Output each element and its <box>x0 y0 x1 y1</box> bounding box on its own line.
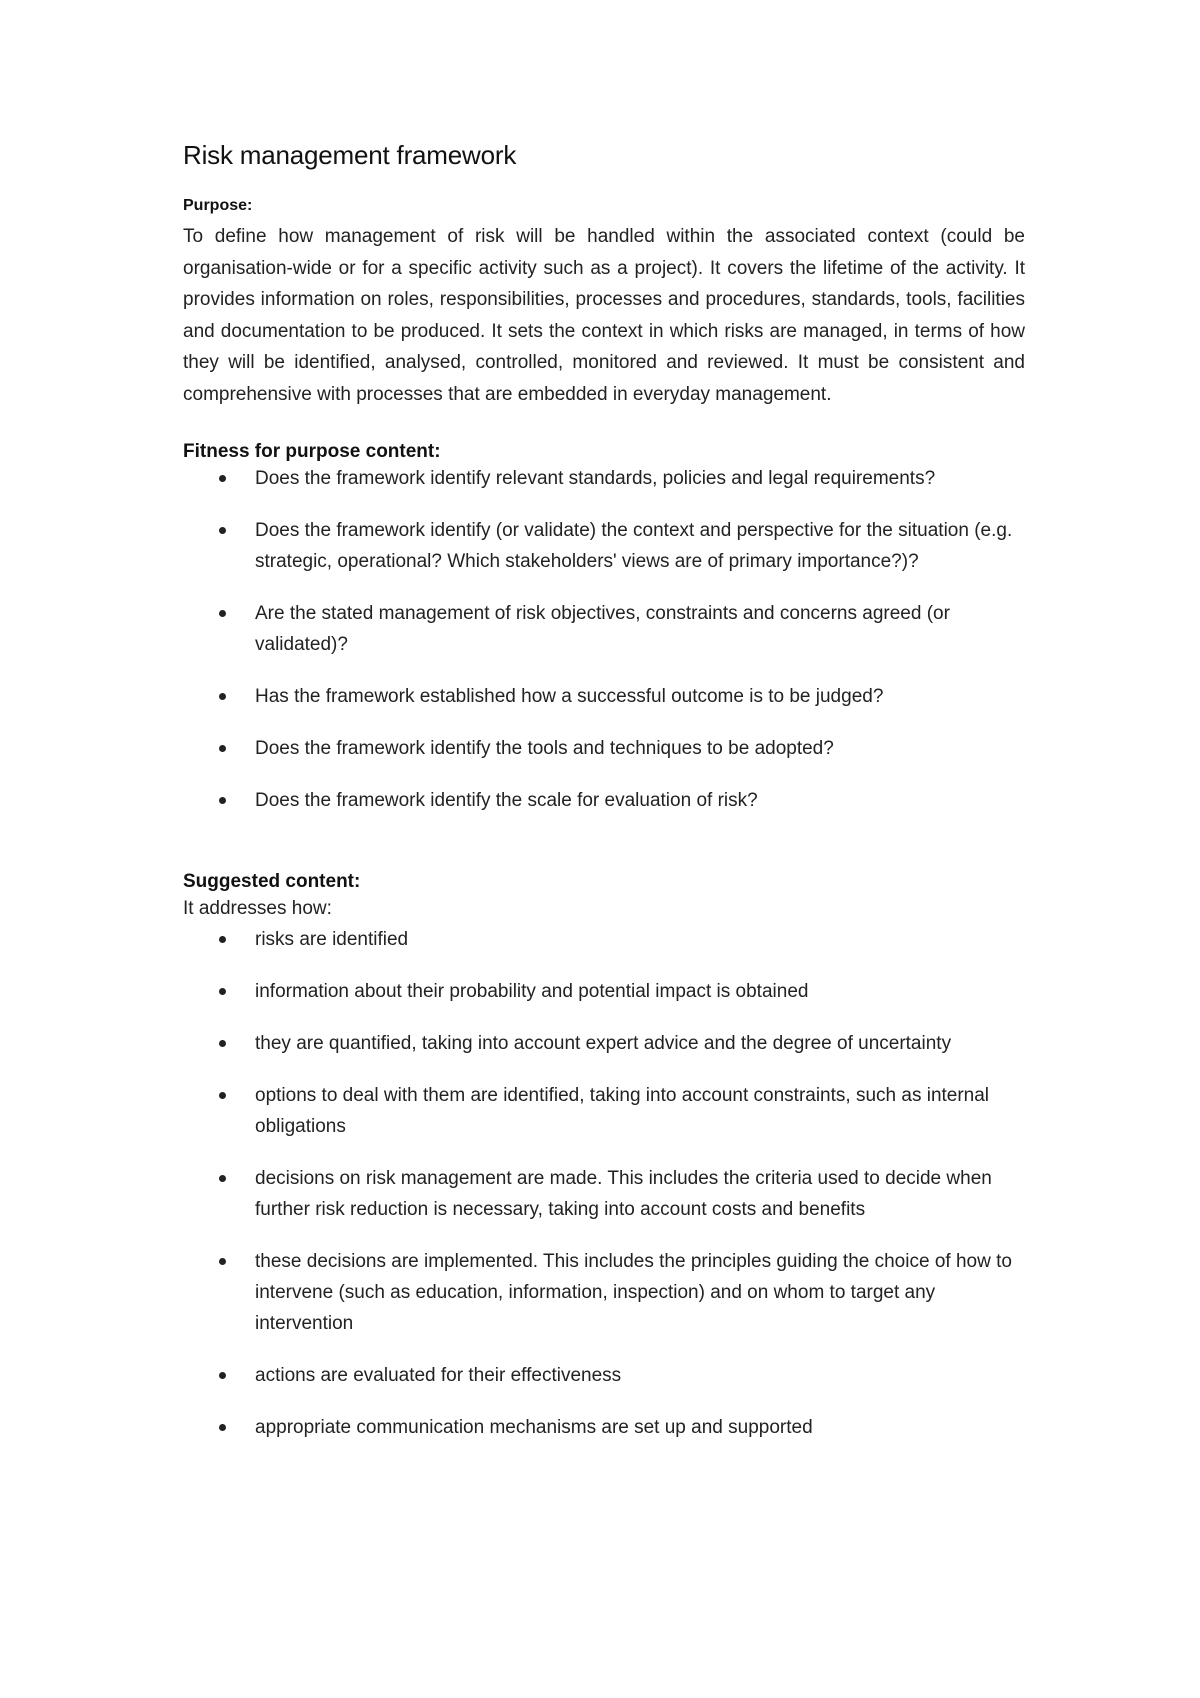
bullet-icon <box>219 1258 226 1265</box>
list-item <box>183 1080 1025 1142</box>
list-item-text: information about their probability and potential impact is obtained <box>255 981 809 1002</box>
suggested-list <box>183 924 1025 1443</box>
bullet-icon <box>219 693 226 700</box>
list-item-text: actions are evaluated for their effectiveness <box>255 1365 622 1386</box>
list-item <box>183 515 1025 577</box>
suggested-heading: Suggested content: <box>183 871 361 892</box>
bullet-icon <box>219 1175 226 1182</box>
list-item-text: Does the framework identify (or validate) the context and perspective for the situation (e.g. strategic, operational? Which stakeholders' views are of primary importance?)? <box>255 520 1013 572</box>
bullet-icon <box>219 988 226 995</box>
document-title: Risk management framework <box>183 140 517 170</box>
list-item-text: Does the framework identify the scale for evaluation of risk? <box>255 790 758 811</box>
list-item-text: Are the stated management of risk objectives, constraints and concerns agreed (or validated)? <box>255 603 950 655</box>
list-item-text: appropriate communication mechanisms are set up and supported <box>255 1417 813 1438</box>
bullet-icon <box>219 610 226 617</box>
list-item <box>183 1246 1025 1339</box>
list-item <box>183 1163 1025 1225</box>
list-item <box>183 1028 1025 1059</box>
bullet-icon <box>219 1424 226 1431</box>
list-item <box>183 733 1025 764</box>
bullet-icon <box>219 475 226 482</box>
fitness-heading: Fitness for purpose content: <box>183 441 441 462</box>
bullet-icon <box>219 797 226 804</box>
fitness-list <box>183 463 1025 816</box>
list-item <box>183 1360 1025 1391</box>
purpose-paragraph: To define how management of risk will be handled within the associated context (could be organisation-wide or for a specific activity such as a project). It covers the lifetime of the activity. It provides information on roles, responsibilities, processes and procedures, standards, tools, facilities and documentation to be produced. It sets the context in which risks are managed, in terms of how they will be identified, analysed, controlled, monitored and reviewed. It must be consistent and comprehensive with processes that are embedded in everyday management. <box>183 226 1025 405</box>
list-item-text: risks are identified <box>255 929 409 950</box>
list-item-text: options to deal with them are identified, taking into account constraints, such as internal obligations <box>255 1085 990 1137</box>
bullet-icon <box>219 936 226 943</box>
purpose-label: Purpose: <box>183 197 253 214</box>
list-item <box>183 976 1025 1007</box>
list-item <box>183 681 1025 712</box>
list-item <box>183 785 1025 816</box>
suggested-intro: It addresses how: <box>183 898 332 919</box>
list-item-text: decisions on risk management are made. This includes the criteria used to decide when further risk reduction is necessary, taking into account costs and benefits <box>255 1168 992 1220</box>
list-item-text: Does the framework identify relevant standards, policies and legal requirements? <box>255 468 936 489</box>
bullet-icon <box>219 527 226 534</box>
document-page <box>183 140 1025 1464</box>
bullet-icon <box>219 745 226 752</box>
list-item-text: Does the framework identify the tools and techniques to be adopted? <box>255 738 834 759</box>
bullet-icon <box>219 1040 226 1047</box>
list-item <box>183 463 1025 494</box>
bullet-icon <box>219 1092 226 1099</box>
list-item-text: they are quantified, taking into account expert advice and the degree of uncertainty <box>255 1033 952 1054</box>
list-item <box>183 924 1025 955</box>
list-item-text: Has the framework established how a successful outcome is to be judged? <box>255 686 884 707</box>
list-item <box>183 1412 1025 1443</box>
list-item-text: these decisions are implemented. This includes the principles guiding the choice of how to intervene (such as education, information, inspection) and on whom to target any intervention <box>255 1251 1012 1334</box>
bullet-icon <box>219 1372 226 1379</box>
list-item <box>183 598 1025 660</box>
